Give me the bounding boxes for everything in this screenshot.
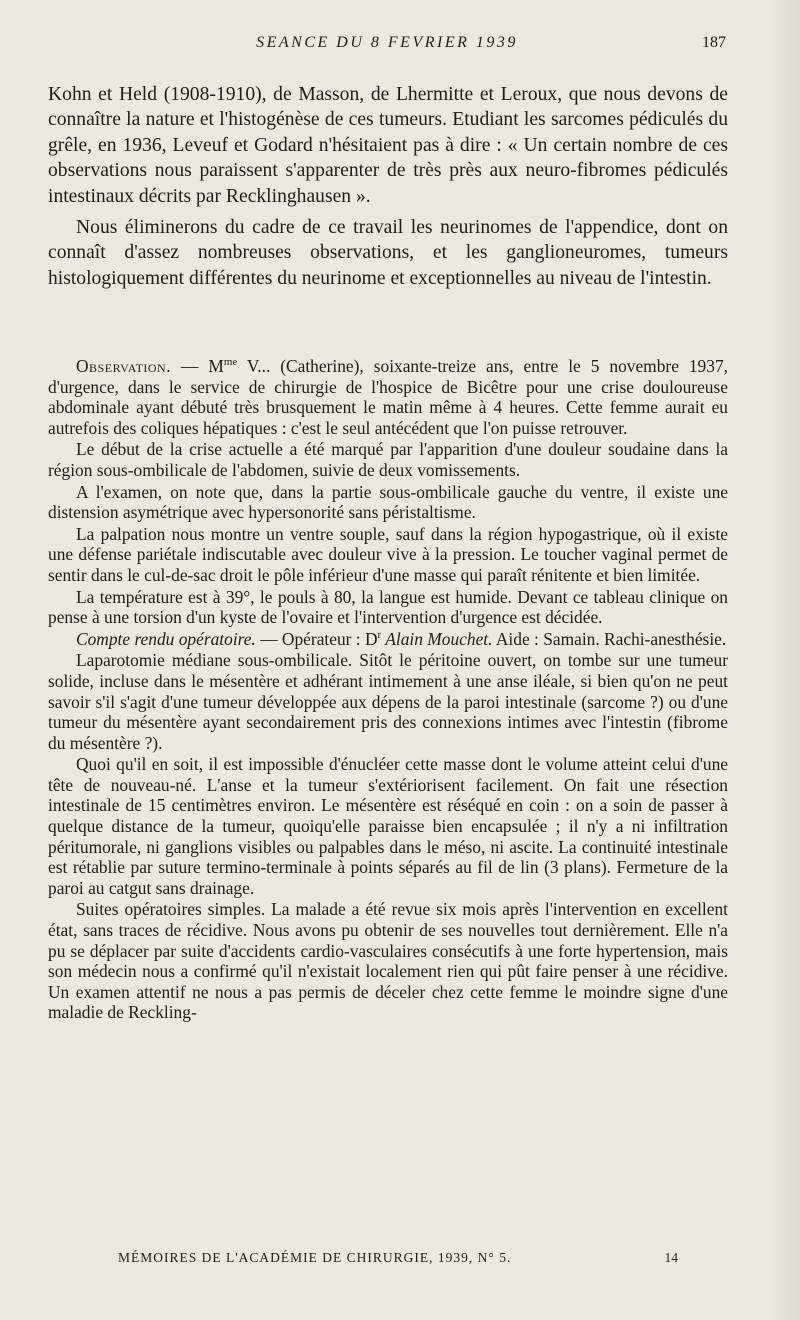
body-paragraph: Suites opératoires simples. La malade a été revue six mois après l'intervention en excellent état, sans traces de récidive. Nous avons pu obtenir de ses nouvelles tout dernièrement. Elle n'a pu se déplacer par suite d'accidents cardio-vasculaires consécutifs à une forte hypertension, mais son médecin nous a confirmé qu'il n'existait localement rien qui pût faire penser à une récidive. Un examen attentif ne nous a pas permis de déceler chez cette femme le moindre signe d'une maladie de Reckling-: [48, 899, 728, 1023]
doctor-prefix-sup: r: [377, 628, 382, 641]
intro-paragraph: Kohn et Held (1908-1910), de Masson, de Lhermitte et Leroux, que nous devons de connaître la nature et l'histogénèse de ces tumeurs. Etudiant les sarcomes pédiculés du grêle, en 1936, Leveuf et Godard n'hésitaient pas à dire : « Un certain nombre de ces observations nous paraissent s'apparenter de très près aux neuro-fibromes pédiculés intestinaux décrits par Recklinghausen ».: [48, 84, 728, 207]
operative-report-paragraph: [48, 629, 728, 650]
intro-section: [48, 82, 728, 291]
body-paragraph: Quoi qu'il en soit, il est impossible d'énucléer cette masse dont le volume atteint celui d'une tête de nouveau-né. L'anse et la tumeur s'extériorisent facilement. On fait une résection intestinale de 15 centimètres environ. Le mésentère est réséqué en coin : on a soin de passer à quelque distance de la tumeur, quoiqu'elle paraisse bien encapsulée ; il n'y a ni infiltration péritumorale, ni ganglions visibles ou palpables dans le méso, ni ascite. La continuité intestinale est rétablie par suture termino-terminale à points séparés au fil de lin (3 plans). Fermeture de la paroi au catgut sans drainage.: [48, 754, 728, 898]
body-paragraph: A l'examen, on note que, dans la partie sous-ombilicale gauche du ventre, il existe une distension asymétrique avec hypersonorité sans péristaltisme.: [48, 481, 728, 523]
patient-title: M: [208, 356, 224, 376]
patient-title-sup: me: [223, 356, 238, 369]
body-paragraph: La température est à 39°, le pouls à 80, la langue est humide. Devant ce tableau clinique on pense à une torsion d'un kyste de l'ovaire et l'intervention d'urgence est décidée.: [48, 586, 728, 628]
signature-mark: 14: [664, 1250, 678, 1265]
operative-report-label: Compte rendu opératoire.: [76, 628, 256, 649]
operator-name: Alain Mouchet.: [381, 628, 493, 649]
observation-text: V... (Catherine), soixante-treize ans, entre le 5 novembre 1937, d'urgence, dans le service de chirurgie de l'hospice de Bicêtre pour une crise douloureuse abdominale ayant débuté très brusquement le matin même à 4 heures. Cette femme aurait eu autrefois des coliques hépatiques : c'est le seul antécédent que l'on puisse retrouver.: [48, 356, 728, 438]
operator-label: — Opérateur :: [255, 628, 365, 649]
body-paragraph: La palpation nous montre un ventre souple, sauf dans la région hypogastrique, où il existe une défense pariétale indiscutable avec douleur vive à la pression. Le toucher vaginal permet de sentir dans le cul-de-sac droit le pôle inférieur d'une masse qui paraît rénitente et bien limitée.: [48, 523, 728, 585]
assistant-text: Aide : Samain. Rachi-anesthésie.: [492, 628, 727, 649]
page-header: [48, 34, 726, 58]
page-number: 187: [702, 34, 726, 51]
page-edge-shadow: [770, 0, 800, 1320]
page-footer: [118, 1250, 678, 1272]
body-paragraph: Le début de la crise actuelle a été marqué par l'apparition d'une douleur soudaine dans la région sous-ombilicale de l'abdomen, suivie de deux vomissements.: [48, 439, 728, 480]
intro-paragraph: Nous éliminerons du cadre de ce travail les neurinomes de l'appendice, dont on connaît d'assez nombreuses observations, et les ganglioneuromes, tumeurs histologiquement différentes du neurinome et exceptionnelles au niveau de l'intestin.: [48, 217, 728, 289]
running-title: SEANCE DU 8 FEVRIER 1939: [256, 34, 518, 51]
observation-dash: —: [171, 356, 209, 376]
body-paragraph: Laparotomie médiane sous-ombilicale. Sitôt le péritoine ouvert, on tombe sur une tumeur solide, incluse dans le mésentère et adhérant intimement à une anse iléale, si bien qu'on ne peut savoir s'il s'agit d'une tumeur développée aux dépens de la paroi intestinale (sarcome ?) ou d'une tumeur du mésentère ayant secondairement pris des connexions intimes avec l'intestin (fibrome du mésentère ?).: [48, 650, 728, 753]
observation-label: Observation.: [76, 356, 172, 376]
observation-paragraph: [48, 356, 728, 438]
journal-citation: MÉMOIRES DE L'ACADÉMIE DE CHIRURGIE, 1939, N° 5.: [118, 1250, 512, 1265]
observation-section: [48, 356, 728, 1024]
doctor-prefix: D: [364, 628, 378, 649]
